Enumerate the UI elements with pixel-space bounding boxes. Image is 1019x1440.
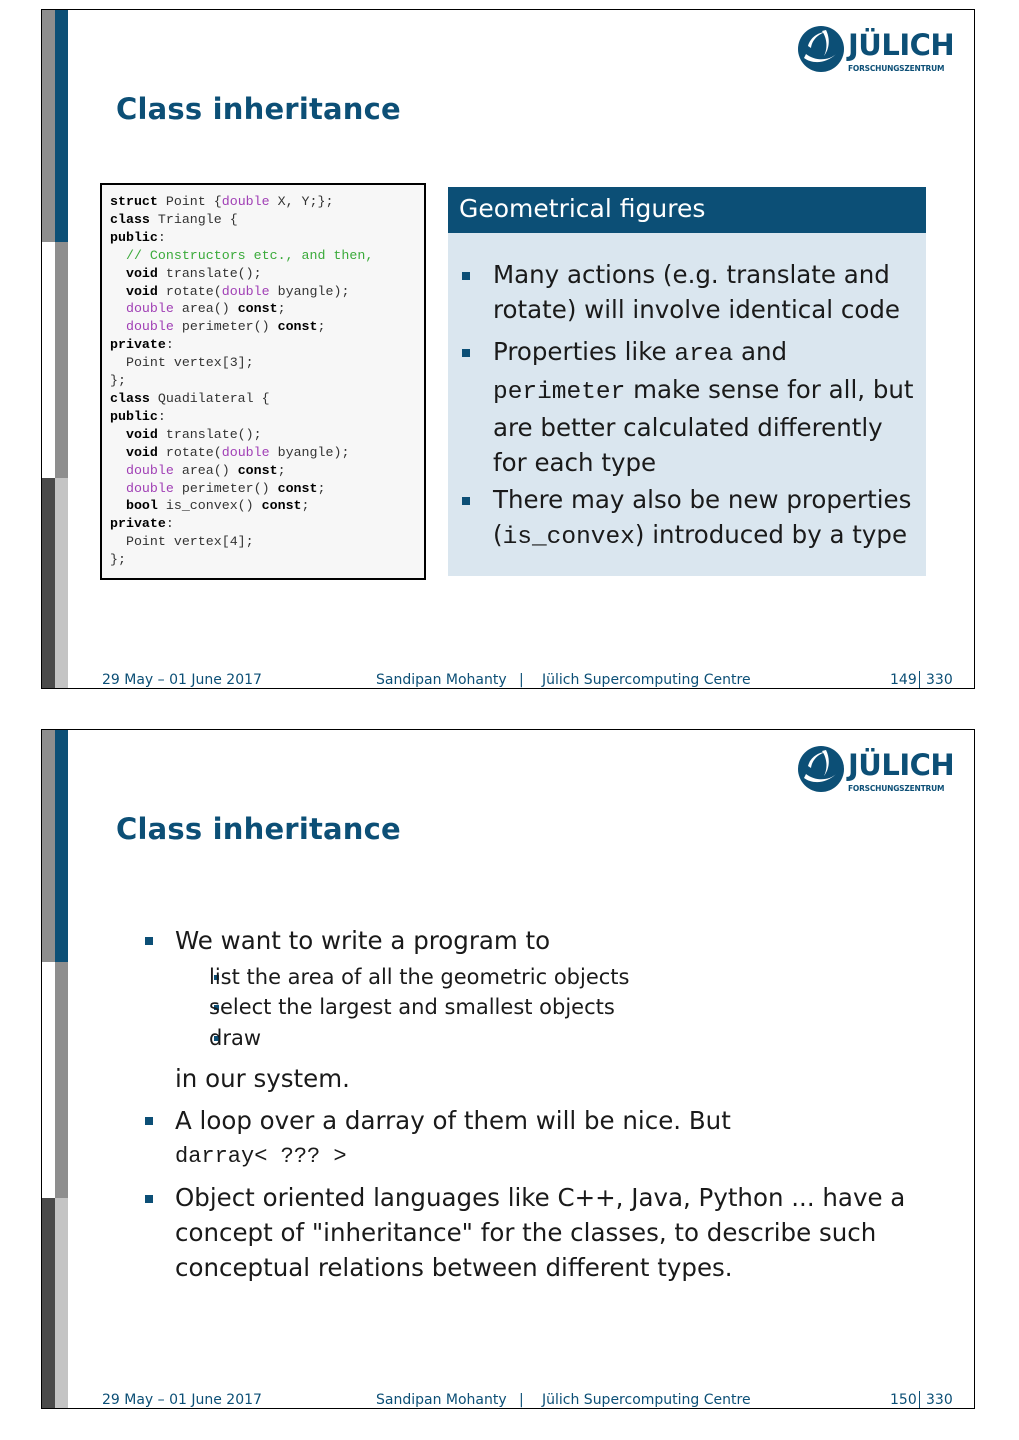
slide-150 [41, 729, 975, 1409]
footer-date: 29 May – 01 June 2017 [102, 672, 262, 688]
julich-logo [796, 24, 956, 76]
code-line: public: [110, 229, 166, 245]
bullet-icon [145, 1117, 153, 1125]
code-line: // Constructors etc., and then, [125, 247, 374, 263]
code-line: void rotate(double byangle); [125, 283, 350, 299]
code-line: double perimeter() const; [125, 480, 326, 496]
code-line: }; [110, 552, 126, 568]
footer-date: 29 May – 01 June 2017 [102, 1392, 262, 1408]
bullet-icon [462, 272, 470, 280]
code-line: bool is_convex() const; [125, 498, 310, 514]
code-line: }; [110, 373, 126, 389]
footer-author: Sandipan Mohanty [376, 1392, 507, 1408]
footer-total: 330 [926, 672, 953, 688]
julich-emblem-icon [796, 24, 846, 74]
julich-logo [796, 744, 956, 796]
sub-bullet-text: select the largest and smallest objects [209, 995, 615, 1019]
code-line: Point vertex[3]; [110, 355, 254, 371]
logo-sub: FORSCHUNGSZENTRUM [848, 64, 945, 73]
block-item: Many actions (e.g. translate and rotate) will involve identical code [493, 260, 900, 324]
code-listing [100, 183, 426, 580]
footer-org: Jülich Supercomputing Centre [542, 672, 751, 688]
bullet-text: We want to write a program to [175, 926, 551, 955]
info-block [448, 187, 926, 576]
footer-author: Sandipan Mohanty [376, 672, 507, 688]
code-line: void rotate(double byangle); [125, 444, 350, 460]
side-bar [42, 730, 68, 1408]
footer-org: Jülich Supercomputing Centre [542, 1392, 751, 1408]
slide-title: Class inheritance [116, 92, 401, 126]
footer-page-divider [919, 1391, 920, 1409]
bullet-text: Object oriented languages like C++, Java, Python ... have a concept of "inheritance" for the classes, to describe such conceptual relations between different types. [175, 1183, 906, 1282]
bullet-icon [145, 937, 153, 945]
bullet-icon [145, 1195, 153, 1203]
code-line: double perimeter() const; [125, 319, 326, 335]
footer-total: 330 [926, 1392, 953, 1408]
block-item: Properties like area and perimeter make sense for all, but are better calculated differently for each type [493, 337, 914, 477]
code-line: private: [110, 516, 174, 532]
footer-page: 149 [890, 672, 917, 688]
code-line: double area() const; [125, 301, 286, 317]
block-heading: Geometrical figures [448, 187, 926, 233]
sub-bullet-text: list the area of all the geometric objects [209, 965, 630, 989]
code-line: struct Point {double X, Y;}; [110, 194, 334, 209]
bullet-icon [462, 497, 470, 505]
code-line: public: [110, 408, 166, 424]
slide-149 [41, 9, 975, 689]
side-bar [42, 10, 68, 688]
logo-word: JÜLICH [848, 28, 955, 62]
footer-separator: | [519, 1392, 524, 1408]
code-line: class Triangle { [110, 211, 238, 227]
code-line: void translate(); [125, 265, 262, 281]
footer-separator: | [519, 672, 524, 688]
code-line: void translate(); [125, 426, 262, 442]
code-line: Point vertex[4]; [110, 534, 254, 550]
julich-emblem-icon [796, 744, 846, 794]
logo-word: JÜLICH [848, 748, 955, 782]
footer-page-divider [919, 671, 920, 689]
code-line: private: [110, 337, 174, 353]
bullet-text: A loop over a darray of them will be nice. But [175, 1106, 731, 1135]
code-line: double area() const; [125, 462, 286, 478]
code-line: class Quadilateral { [110, 390, 270, 406]
bullet-code: darray< ??? > [175, 1144, 347, 1169]
slide-title: Class inheritance [116, 812, 401, 846]
sub-bullet-text: draw [209, 1026, 262, 1050]
bullet-continuation: in our system. [175, 1064, 350, 1093]
block-item: There may also be new properties (is_convex) introduced by a type [493, 485, 912, 551]
footer-page: 150 [890, 1392, 917, 1408]
bullet-icon [462, 349, 470, 357]
logo-sub: FORSCHUNGSZENTRUM [848, 784, 945, 793]
